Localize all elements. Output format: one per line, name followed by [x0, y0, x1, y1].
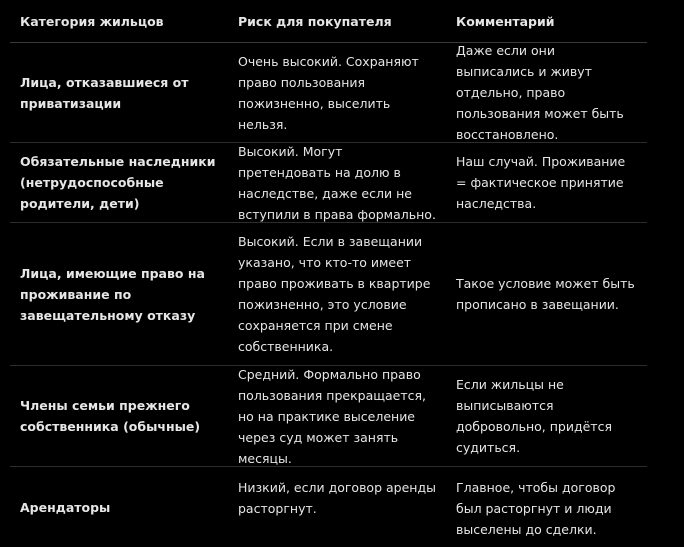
header-risk: Риск для покупателя	[238, 13, 392, 29]
table-row	[10, 467, 647, 547]
cell-risk	[228, 223, 446, 365]
header-category: Категория жильцов	[20, 13, 164, 29]
comment-text: Если жильцы не выписываются добровольно, придётся судиться.	[456, 377, 612, 455]
cell-risk	[228, 467, 446, 547]
cell-comment	[446, 223, 647, 365]
comment-text: Наш случай. Проживание = фактическое принятие наследства.	[456, 154, 626, 211]
cell-risk	[228, 143, 446, 222]
risk-text: Низкий, если договор аренды расторгнут.	[238, 480, 436, 516]
comment-text: Такое условие может быть прописано в завещании.	[456, 276, 635, 312]
cell-risk	[228, 43, 446, 142]
category-text: Арендаторы	[20, 499, 111, 515]
risk-text: Высокий. Могут претендовать на долю в наследстве, даже если не вступили в права формально.	[238, 143, 436, 222]
table-header-row	[10, 0, 647, 43]
comment-text: Даже если они выписались и живут отдельно, право пользования может быть восстановлено.	[456, 43, 624, 142]
table-row	[10, 223, 647, 366]
residents-risk-table	[10, 0, 647, 547]
cell-comment	[446, 467, 647, 547]
header-comment: Комментарий	[456, 13, 555, 29]
risk-text: Очень высокий. Сохраняют право пользования пожизненно, выселить нельзя.	[238, 53, 419, 132]
cell-category	[10, 366, 228, 466]
category-text: Лица, отказавшиеся от приватизации	[20, 74, 189, 111]
cell-risk	[228, 366, 446, 466]
category-text: Члены семьи прежнего собственника (обычные)	[20, 398, 201, 434]
cell-comment	[446, 366, 647, 466]
cell-comment	[446, 43, 647, 142]
cell-category	[10, 467, 228, 547]
comment-text: Главное, чтобы договор был расторгнут и люди выселены до сделки.	[456, 480, 616, 537]
table-row	[10, 43, 647, 143]
category-text: Лица, имеющие право на проживание по завещательному отказу	[20, 265, 205, 323]
category-text: Обязательные наследники (нетрудоспособные родители, дети)	[20, 154, 216, 211]
table-row	[10, 143, 647, 223]
table-row	[10, 366, 647, 467]
cell-category	[10, 223, 228, 365]
cell-comment	[446, 143, 647, 222]
cell-category	[10, 143, 228, 222]
risk-text: Высокий. Если в завещании указано, что кто-то имеет право проживать в квартире пожизненно, это условие сохраняется при смене собственника.	[238, 234, 431, 354]
risk-text: Средний. Формально право пользования прекращается, но на практике выселение через суд может занять месяцы.	[238, 366, 427, 466]
cell-category	[10, 43, 228, 142]
